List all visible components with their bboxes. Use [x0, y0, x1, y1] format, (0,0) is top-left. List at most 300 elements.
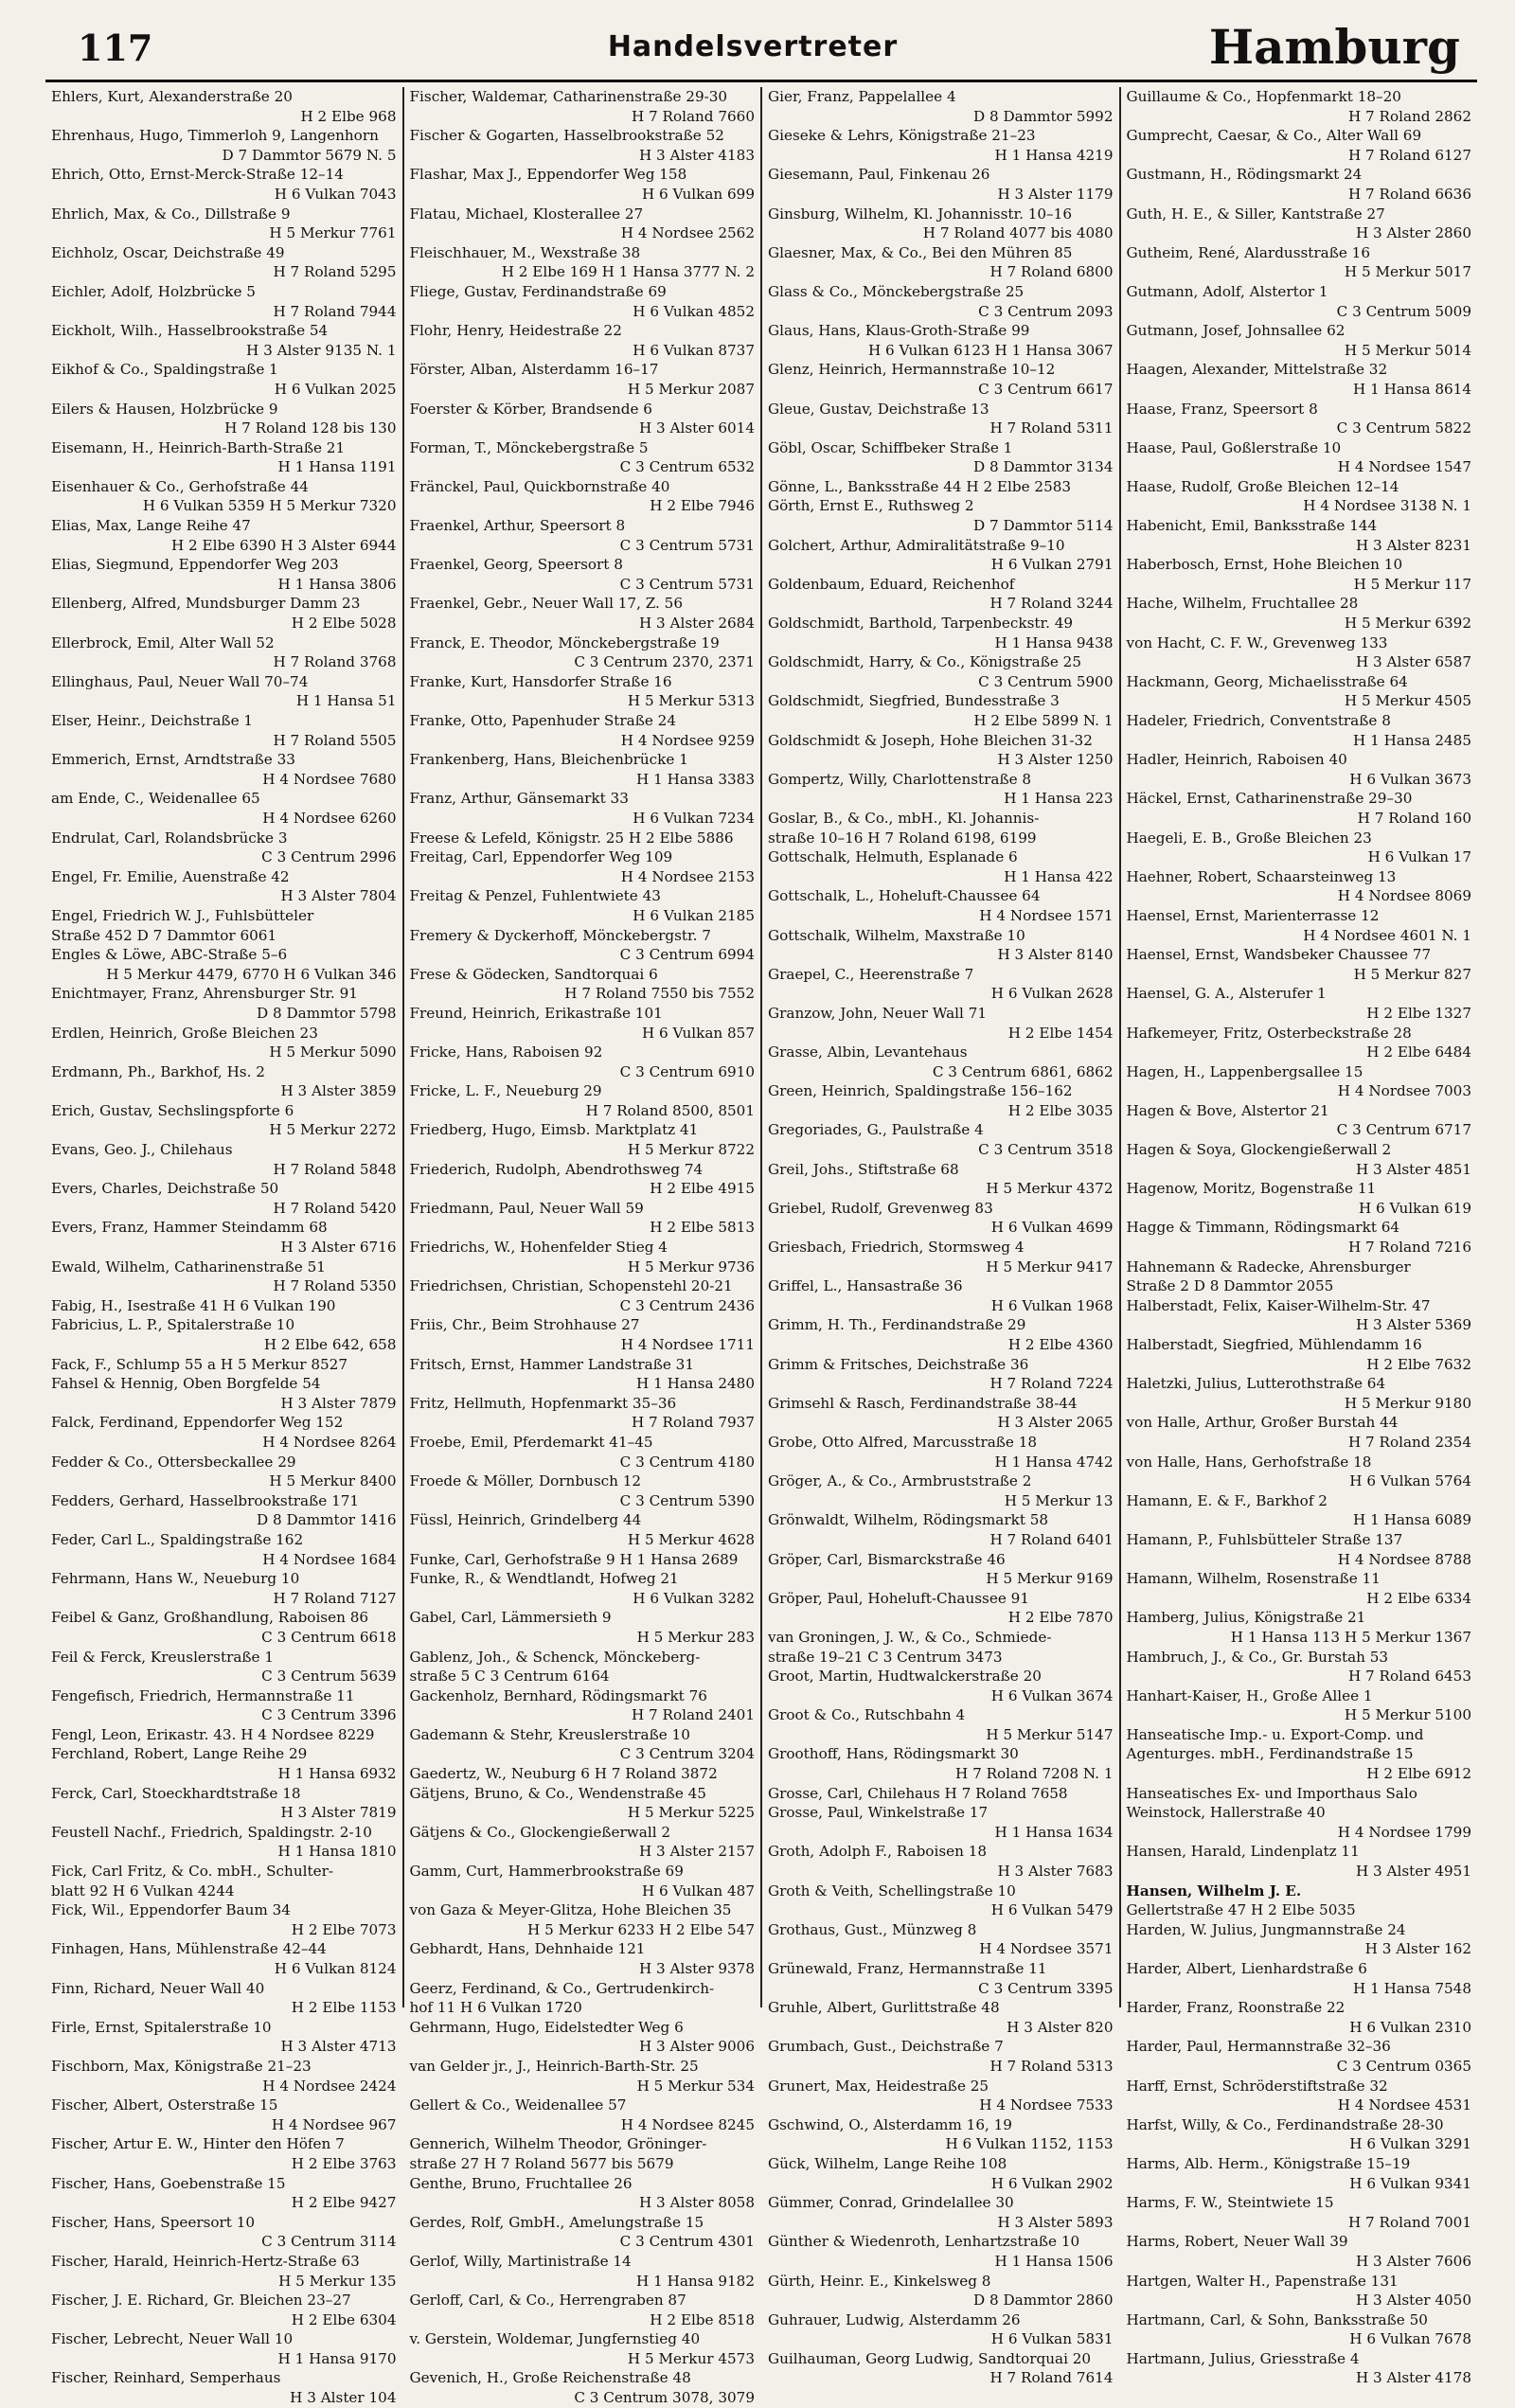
entry-line: Ehrich, Otto, Ernst-Merck-Straße 12–14	[51, 166, 344, 184]
entry-line: Firle, Ernst, Spitalerstraße 10	[51, 2018, 272, 2036]
entry-line: H 3 Alster 6716	[280, 1239, 397, 1257]
entry-line: D 8 Dammtor 2860	[972, 2292, 1114, 2310]
entry-line: Halberstadt, Felix, Kaiser-Wilhelm-Str. 47	[1126, 1296, 1431, 1314]
entry-line: Grimsehl & Rasch, Ferdinandstraße 38-44	[768, 1394, 1078, 1412]
entry-line: H 7 Roland 6800	[989, 263, 1114, 281]
entry-line: H 2 Elbe 7632	[1366, 1355, 1471, 1373]
entry-line: Friedrichsen, Christian, Schopenstehl 20-21	[409, 1277, 733, 1295]
entry-line: Hagen & Bove, Alstertor 21	[1126, 1101, 1329, 1119]
entry-line: Froede & Möller, Dornbusch 12	[409, 1472, 642, 1490]
entry-line: H 5 Merkur 5017	[1344, 263, 1471, 281]
entry-line: Eisenhauer & Co., Gerhofstraße 44	[51, 477, 309, 495]
entry-line: H 5 Merkur 5100	[1344, 1706, 1471, 1724]
entry-line: H 3 Alster 4851	[1355, 1160, 1471, 1178]
entry-line: Hansen, Wilhelm J. E.	[1126, 1882, 1302, 1900]
entry-line: H 7 Roland 6453	[1347, 1668, 1471, 1686]
entry-line: H 5 Merkur 283	[636, 1628, 755, 1646]
entry-line: C 3 Centrum 4180	[619, 1453, 755, 1471]
entry-line: H 7 Roland 160	[1357, 809, 1471, 827]
entry-line: C 3 Centrum 2996	[261, 848, 397, 866]
entry-line: H 6 Vulkan 2628	[990, 985, 1114, 1003]
entry-line: Freund, Heinrich, Erikastraße 101	[409, 1004, 663, 1022]
entry-line: Friedmann, Paul, Neuer Wall 59	[409, 1199, 644, 1217]
entry-line: Flatau, Michael, Klosterallee 27	[409, 205, 644, 223]
directory-column-2	[404, 87, 763, 2407]
entry-line: H 7 Roland 2401	[631, 1706, 755, 1724]
entry-line: H 4 Nordsee 1571	[979, 906, 1114, 924]
entry-line: Glenz, Heinrich, Hermannstraße 10–12	[768, 361, 1056, 379]
entry-line: Fedders, Gerhard, Hasselbrookstraße 171	[51, 1491, 360, 1509]
entry-line: H 6 Vulkan 7043	[274, 185, 397, 203]
entry-line: Franz, Arthur, Gänsemarkt 33	[409, 790, 629, 808]
entry-line: van Gelder jr., J., Heinrich-Barth-Str. 25	[409, 2057, 699, 2075]
entry-line: von Halle, Arthur, Großer Burstah 44	[1126, 1414, 1399, 1432]
entry-line: C 3 Centrum 4301	[619, 2233, 755, 2251]
entry-line: Hagenow, Moritz, Bogenstraße 11	[1126, 1180, 1377, 1198]
entry-line: Göbl, Oscar, Schiffbeker Straße 1	[768, 438, 1013, 456]
entry-line: Haberbosch, Ernst, Hohe Bleichen 10	[1126, 556, 1403, 574]
entry-line: H 2 Elbe 5813	[650, 1219, 755, 1237]
entry-line: Franke, Kurt, Hansdorfer Straße 16	[409, 672, 672, 690]
header-rule	[45, 80, 1477, 82]
entry-line: Freitag, Carl, Eppendorfer Weg 109	[409, 848, 673, 866]
entry-line: Gellertstraße 47 H 2 Elbe 5035	[1126, 1901, 1356, 1919]
entry-line: Gschwind, O., Alsterdamm 16, 19	[768, 2115, 1012, 2133]
page-title: Handelsvertreter	[607, 30, 899, 63]
entry-line: H 3 Alster 7683	[997, 1863, 1114, 1881]
entry-line: straße 10–16 H 7 Roland 6198, 6199	[768, 829, 1037, 847]
entry-line: H 2 Elbe 5899 N. 1	[973, 712, 1114, 729]
entry-line: H 6 Vulkan 2310	[1349, 2018, 1471, 2036]
entry-line: H 6 Vulkan 5479	[990, 1901, 1114, 1919]
entry-line: Genthe, Bruno, Fruchtallee 26	[409, 2174, 633, 2192]
entry-line: Gebhardt, Hans, Dehnhaide 121	[409, 1940, 646, 1958]
entry-line: D 8 Dammtor 5992	[972, 107, 1114, 125]
entry-line: Hadler, Heinrich, Raboisen 40	[1126, 751, 1347, 769]
entry-line: Friedberg, Hugo, Eimsb. Marktplatz 41	[409, 1121, 699, 1139]
entry-line: Fehrmann, Hans W., Neueburg 10	[51, 1570, 300, 1588]
entry-line: Hagen, H., Lappenbergsallee 15	[1126, 1062, 1364, 1080]
entry-line: Gröper, Carl, Bismarckstraße 46	[768, 1550, 1006, 1568]
entry-line: Ewald, Wilhelm, Catharinenstraße 51	[51, 1258, 326, 1275]
entry-line: Funke, R., & Wendtlandt, Hofweg 21	[409, 1570, 679, 1588]
entry-line: Eilers & Hausen, Holzbrücke 9	[51, 400, 278, 418]
entry-line: H 7 Roland 8500, 8501	[585, 1101, 755, 1119]
directory-column-1	[45, 87, 404, 2407]
entry-line: Fischer, Waldemar, Catharinenstraße 29-30	[409, 88, 728, 105]
entry-line: H 7 Roland 5311	[989, 419, 1114, 437]
entry-line: Ellerbrock, Emil, Alter Wall 52	[51, 633, 275, 651]
entry-line: Hagge & Timmann, Rödingsmarkt 64	[1126, 1219, 1400, 1237]
entry-line: H 6 Vulkan 2791	[990, 556, 1114, 574]
entry-line: Fischer, Reinhard, Semperhaus	[51, 2369, 281, 2387]
entry-line: H 4 Nordsee 1684	[262, 1550, 397, 1568]
entry-line: H 4 Nordsee 4601 N. 1	[1303, 926, 1471, 944]
entry-line: Haletzki, Julius, Lutterothstraße 64	[1126, 1375, 1386, 1393]
entry-line: H 4 Nordsee 4531	[1337, 2096, 1471, 2114]
entry-line: H 3 Alster 1179	[997, 185, 1114, 203]
entry-line: Gademann & Stehr, Kreuslerstraße 10	[409, 1725, 690, 1743]
entry-line: H 5 Merkur 9180	[1344, 1394, 1471, 1412]
city-title: Hamburg	[1208, 19, 1460, 75]
entry-line: H 1 Hansa 2485	[1353, 731, 1471, 749]
entry-line: Gürth, Heinr. E., Kinkelsweg 8	[768, 2272, 991, 2290]
entry-line: Endrulat, Carl, Rolandsbrücke 3	[51, 829, 288, 847]
entry-line: Gottschalk, Helmuth, Esplanade 6	[768, 848, 1018, 866]
entry-line: Grünewald, Franz, Hermannstraße 11	[768, 1960, 1047, 1977]
entry-line: Haegeli, E. B., Große Bleichen 23	[1126, 829, 1372, 847]
entry-line: H 5 Merkur 4573	[627, 2349, 755, 2367]
entry-line: H 6 Vulkan 619	[1358, 1199, 1471, 1217]
entry-line: H 6 Vulkan 17	[1367, 848, 1471, 866]
entry-line: Harms, F. W., Steintwiete 15	[1126, 2194, 1334, 2212]
entry-line: Guilhauman, Georg Ludwig, Sandtorquai 20	[768, 2349, 1092, 2367]
entry-line: Fabricius, L. P., Spitalerstraße 10	[51, 1316, 295, 1334]
entry-line: H 3 Alster 7804	[280, 887, 397, 905]
entry-line: Agenturges. mbH., Ferdinandstraße 15	[1126, 1745, 1414, 1763]
entry-line: H 5 Merkur 5147	[986, 1725, 1114, 1743]
entry-line: H 3 Alster 4713	[280, 2038, 397, 2056]
entry-line: Fricke, L. F., Neueburg 29	[409, 1082, 602, 1100]
entry-line: H 7 Roland 7127	[273, 1589, 397, 1607]
entry-line: H 5 Merkur 9417	[986, 1258, 1114, 1275]
entry-line: H 4 Nordsee 8069	[1337, 887, 1471, 905]
entry-line: C 3 Centrum 3078, 3079	[574, 2389, 755, 2407]
entry-line: Harfst, Willy, & Co., Ferdinandstraße 28-30	[1126, 2115, 1444, 2133]
entry-line: Haensel, G. A., Alsterufer 1	[1126, 985, 1327, 1003]
entry-line: H 4 Nordsee 1799	[1337, 1823, 1471, 1841]
entry-line: Gellert & Co., Weidenallee 57	[409, 2096, 627, 2114]
entry-line: C 3 Centrum 6618	[261, 1628, 397, 1646]
entry-line: H 3 Alster 5369	[1355, 1316, 1471, 1334]
entry-line: Straße 452 D 7 Dammtor 6061	[51, 926, 277, 944]
entry-line: Fack, F., Schlump 55 a H 5 Merkur 8527	[51, 1355, 348, 1373]
entry-line: H 7 Roland 5505	[273, 731, 397, 749]
entry-line: Gennerich, Wilhelm Theodor, Gröninger-	[409, 2135, 707, 2153]
entry-line: Gabel, Carl, Lämmersieth 9	[409, 1609, 612, 1627]
entry-line: H 5 Merkur 117	[1353, 575, 1471, 593]
entry-line: Grasse, Albin, Levantehaus	[768, 1043, 968, 1061]
entry-line: Haensel, Ernst, Wandsbeker Chaussee 77	[1126, 946, 1432, 964]
entry-line: H 3 Alster 4050	[1355, 2292, 1471, 2310]
entry-line: Fahsel & Hennig, Oben Borgfelde 54	[51, 1375, 321, 1393]
entry-line: H 6 Vulkan 5764	[1349, 1472, 1471, 1490]
entry-line: H 5 Merkur 8722	[627, 1141, 755, 1159]
entry-line: Habenicht, Emil, Banksstraße 144	[1126, 517, 1378, 535]
entry-line: straße 19–21 C 3 Centrum 3473	[768, 1648, 1003, 1666]
entry-line: D 7 Dammtor 5679 N. 5	[222, 146, 397, 164]
entry-line: H 3 Alster 8058	[638, 2194, 755, 2212]
entry-line: Eichler, Adolf, Holzbrücke 5	[51, 282, 256, 300]
entry-line: H 7 Roland 128 bis 130	[224, 419, 397, 437]
entry-line: D 8 Dammtor 5798	[256, 1004, 397, 1022]
entry-line: C 3 Centrum 6717	[1336, 1121, 1471, 1139]
entry-line: H 3 Alster 5893	[997, 2213, 1114, 2231]
entry-line: H 6 Vulkan 9341	[1349, 2174, 1471, 2192]
entry-line: Harder, Paul, Hermannstraße 32–36	[1126, 2038, 1391, 2056]
entry-line: H 4 Nordsee 8245	[620, 2115, 755, 2133]
entry-line: Griffel, L., Hansastraße 36	[768, 1277, 963, 1295]
entry-line: Feustell Nachf., Friedrich, Spaldingstr. 2-10	[51, 1823, 372, 1841]
entry-line: H 7 Roland 6636	[1347, 185, 1471, 203]
entry-line: Weinstock, Hallerstraße 40	[1126, 1804, 1326, 1822]
entry-line: Fleischhauer, M., Wexstraße 38	[409, 243, 641, 261]
entry-line: Grönwaldt, Wilhelm, Rödingsmarkt 58	[768, 1511, 1049, 1529]
entry-line: Fick, Carl Fritz, & Co. mbH., Schulter-	[51, 1863, 333, 1881]
entry-line: Halberstadt, Siegfried, Mühlendamm 16	[1126, 1336, 1422, 1353]
page-number: 117	[78, 27, 153, 69]
entry-line: H 3 Alster 8231	[1355, 536, 1471, 554]
entry-line: Grumbach, Gust., Deichstraße 7	[768, 2038, 1004, 2056]
entry-line: H 7 Roland 2862	[1347, 107, 1471, 125]
entry-line: Fritsch, Ernst, Hammer Landstraße 31	[409, 1355, 694, 1373]
entry-line: H 3 Alster 7606	[1355, 2252, 1471, 2270]
entry-line: C 3 Centrum 5822	[1336, 419, 1471, 437]
entry-line: C 3 Centrum 5731	[619, 536, 755, 554]
entry-line: Engel, Friedrich W. J., Fuhlsbütteler	[51, 906, 314, 924]
entry-line: H 1 Hansa 6932	[277, 1765, 397, 1783]
entry-line: H 5 Merkur 9169	[986, 1570, 1114, 1588]
entry-line: C 3 Centrum 3396	[261, 1706, 397, 1724]
entry-line: H 5 Merkur 5090	[269, 1043, 397, 1061]
entry-line: Harms, Robert, Neuer Wall 39	[1126, 2233, 1348, 2251]
entry-line: C 3 Centrum 5639	[261, 1668, 397, 1686]
entry-line: Fischer, Hans, Goebenstraße 15	[51, 2174, 286, 2192]
entry-line: D 7 Dammtor 5114	[972, 517, 1114, 535]
entry-line: Hamann, Wilhelm, Rosenstraße 11	[1126, 1570, 1381, 1588]
entry-line: H 4 Nordsee 967	[271, 2115, 397, 2133]
entry-line: C 3 Centrum 6994	[619, 946, 755, 964]
entry-line: Enichtmayer, Franz, Ahrensburger Str. 91	[51, 985, 358, 1003]
entry-line: Fischer, J. E. Richard, Gr. Bleichen 23–27	[51, 2292, 351, 2310]
entry-line: Fränckel, Paul, Quickbornstraße 40	[409, 477, 670, 495]
entry-line: H 4 Nordsee 2153	[620, 867, 755, 885]
entry-line: H 3 Alster 9135 N. 1	[246, 341, 397, 359]
entry-line: H 6 Vulkan 6123 H 1 Hansa 3067	[867, 341, 1114, 359]
entry-line: H 6 Vulkan 4699	[990, 1219, 1114, 1237]
entry-line: H 4 Nordsee 9259	[620, 731, 755, 749]
entry-line: Harder, Franz, Roonstraße 22	[1126, 1999, 1346, 2017]
entry-line: H 1 Hansa 1634	[994, 1823, 1114, 1841]
entry-line: Griesbach, Friedrich, Stormsweg 4	[768, 1239, 1025, 1257]
entry-line: Ehlers, Kurt, Alexanderstraße 20	[51, 88, 293, 105]
entry-line: Grobe, Otto Alfred, Marcusstraße 18	[768, 1433, 1038, 1451]
entry-line: H 2 Elbe 6390 H 3 Alster 6944	[170, 536, 397, 554]
entry-line: Gönne, L., Banksstraße 44 H 2 Elbe 2583	[768, 477, 1072, 495]
entry-line: H 7 Roland 6127	[1347, 146, 1471, 164]
entry-line: H 3 Alster 162	[1364, 1940, 1471, 1958]
entry-line: Eichholz, Oscar, Deichstraße 49	[51, 243, 285, 261]
entry-line: Erdlen, Heinrich, Große Bleichen 23	[51, 1024, 318, 1042]
entry-line: Hamann, E. & F., Barkhof 2	[1126, 1491, 1328, 1509]
entry-line: Haase, Paul, Goßlerstraße 10	[1126, 438, 1342, 456]
entry-line: Groot, Martin, Hudtwalckerstraße 20	[768, 1668, 1042, 1686]
entry-line: Freese & Lefeld, Königstr. 25 H 2 Elbe 5886	[409, 829, 734, 847]
entry-line: H 2 Elbe 6912	[1366, 1765, 1471, 1783]
entry-line: Graepel, C., Heerenstraße 7	[768, 965, 974, 983]
entry-line: H 3 Alster 2684	[638, 615, 755, 633]
entry-line: H 6 Vulkan 2025	[274, 380, 397, 398]
entry-line: H 4 Nordsee 7680	[262, 770, 397, 788]
entry-line: Gackenholz, Bernhard, Rödingsmarkt 76	[409, 1686, 707, 1704]
entry-line: Haagen, Alexander, Mittelstraße 32	[1126, 361, 1388, 379]
entry-line: Hambruch, J., & Co., Gr. Burstah 53	[1126, 1648, 1389, 1666]
entry-line: H 6 Vulkan 2185	[633, 906, 755, 924]
entry-line: C 3 Centrum 3395	[978, 1979, 1114, 1997]
entry-line: Goldschmidt, Siegfried, Bundesstraße 3	[768, 692, 1060, 710]
entry-line: D 8 Dammtor 1416	[256, 1511, 397, 1529]
entry-line: C 3 Centrum 6532	[619, 458, 755, 476]
entry-line: H 7 Roland 7550 bis 7552	[564, 985, 755, 1003]
entry-line: C 3 Centrum 3204	[619, 1745, 755, 1763]
entry-line: H 4 Nordsee 7533	[979, 2096, 1114, 2114]
entry-line: Groothoff, Hans, Rödingsmarkt 30	[768, 1745, 1019, 1763]
entry-line: H 6 Vulkan 857	[641, 1024, 755, 1042]
entry-line: Geerz, Ferdinand, & Co., Gertrudenkirch-	[409, 1979, 715, 1997]
entry-line: Friederich, Rudolph, Abendrothsweg 74	[409, 1160, 704, 1178]
entry-line: H 2 Elbe 642, 658	[263, 1336, 397, 1353]
entry-line: Grunert, Max, Heidestraße 25	[768, 2077, 989, 2095]
entry-line: H 2 Elbe 3035	[1007, 1101, 1114, 1119]
entry-line: H 5 Merkur 9736	[627, 1258, 755, 1275]
entry-line: H 6 Vulkan 3282	[633, 1589, 755, 1607]
entry-line: C 3 Centrum 6617	[978, 380, 1114, 398]
entry-line: blatt 92 H 6 Vulkan 4244	[51, 1882, 235, 1900]
entry-line: Gutmann, Adolf, Alstertor 1	[1126, 282, 1328, 300]
entry-line: Guillaume & Co., Hopfenmarkt 18–20	[1126, 88, 1401, 105]
entry-line: Evans, Geo. J., Chilehaus	[51, 1141, 233, 1159]
entry-line: Gumprecht, Caesar, & Co., Alter Wall 69	[1126, 127, 1422, 145]
entry-line: H 5 Merkur 135	[278, 2272, 397, 2290]
entry-line: Gottschalk, L., Hoheluft-Chaussee 64	[768, 887, 1041, 905]
entry-line: Glaesner, Max, & Co., Bei den Mühren 85	[768, 243, 1073, 261]
entry-line: H 3 Alster 6587	[1355, 653, 1471, 671]
entry-line: H 1 Hansa 6089	[1353, 1511, 1471, 1529]
entry-line: C 3 Centrum 5731	[619, 575, 755, 593]
entry-line: Fischer, Lebrecht, Neuer Wall 10	[51, 2330, 294, 2348]
entry-line: H 2 Elbe 3763	[291, 2154, 397, 2172]
entry-line: H 3 Alster 2157	[638, 1843, 755, 1861]
entry-line: H 7 Roland 7614	[989, 2369, 1114, 2387]
entry-line: Eickholt, Wilh., Hasselbrookstraße 54	[51, 322, 329, 340]
entry-line: H 7 Roland 5350	[273, 1277, 397, 1295]
entry-line: am Ende, C., Weidenallee 65	[51, 790, 260, 808]
entry-line: C 3 Centrum 5900	[978, 672, 1114, 690]
entry-line: van Groningen, J. W., & Co., Schmiede-	[768, 1628, 1052, 1646]
entry-line: Goldschmidt, Barthold, Tarpenbeckstr. 49	[768, 615, 1074, 633]
entry-line: C 3 Centrum 5390	[619, 1491, 755, 1509]
entry-line: H 1 Hansa 7548	[1353, 1979, 1471, 1997]
entry-line: Grothaus, Gust., Münzweg 8	[768, 1920, 977, 1938]
entry-line: Elias, Siegmund, Eppendorfer Weg 203	[51, 556, 339, 574]
entry-line: Hache, Wilhelm, Fruchtallee 28	[1126, 595, 1359, 613]
entry-line: Friis, Chr., Beim Strohhause 27	[409, 1316, 640, 1334]
entry-line: H 2 Elbe 7870	[1007, 1609, 1114, 1627]
entry-line: Harms, Alb. Herm., Königstraße 15–19	[1126, 2154, 1411, 2172]
entry-line: Haensel, Ernst, Marienterrasse 12	[1126, 906, 1380, 924]
entry-line: Fischborn, Max, Königstraße 21–23	[51, 2057, 312, 2075]
entry-line: H 2 Elbe 1327	[1366, 1004, 1471, 1022]
entry-line: Fedder & Co., Ottersbeckallee 29	[51, 1453, 296, 1471]
entry-line: H 1 Hansa 1506	[994, 2252, 1114, 2270]
entry-line: Hahnemann & Radecke, Ahrensburger	[1126, 1258, 1411, 1275]
entry-line: H 5 Merkur 6233 H 2 Elbe 547	[527, 1920, 755, 1938]
entry-line: H 5 Merkur 8400	[269, 1472, 397, 1490]
entry-line: H 5 Merkur 4372	[986, 1180, 1114, 1198]
entry-line: C 3 Centrum 2436	[619, 1296, 755, 1314]
entry-line: Evers, Charles, Deichstraße 50	[51, 1180, 279, 1198]
entry-line: Hackmann, Georg, Michaelisstraße 64	[1126, 672, 1408, 690]
entry-line: Ellinghaus, Paul, Neuer Wall 70–74	[51, 672, 309, 690]
entry-line: H 5 Merkur 2087	[627, 380, 755, 398]
entry-line: Grosse, Carl, Chilehaus H 7 Roland 7658	[768, 1784, 1068, 1802]
entry-line: H 1 Hansa 3383	[636, 770, 755, 788]
entry-line: Golchert, Arthur, Admiralitätstraße 9–10	[768, 536, 1065, 554]
entry-line: H 7 Roland 7001	[1347, 2213, 1471, 2231]
entry-line: Hagen & Soya, Glockengießerwall 2	[1126, 1141, 1392, 1159]
entry-line: von Hacht, C. F. W., Grevenweg 133	[1126, 633, 1388, 651]
entry-line: Grimm, H. Th., Ferdinandstraße 29	[768, 1316, 1026, 1334]
entry-line: H 6 Vulkan 699	[641, 185, 755, 203]
entry-line: H 5 Merkur 7761	[269, 224, 397, 242]
entry-line: H 2 Elbe 9427	[291, 2194, 397, 2212]
entry-line: H 4 Nordsee 1711	[620, 1336, 755, 1353]
entry-line: Hanhart-Kaiser, H., Große Allee 1	[1126, 1686, 1373, 1704]
entry-line: H 2 Elbe 8518	[650, 2310, 755, 2328]
entry-line: Franke, Otto, Papenhuder Straße 24	[409, 712, 676, 729]
entry-line: H 7 Roland 2354	[1347, 1433, 1471, 1451]
entry-line: Gompertz, Willy, Charlottenstraße 8	[768, 770, 1032, 788]
entry-line: Greil, Johs., Stiftstraße 68	[768, 1160, 959, 1178]
entry-line: Griebel, Rudolf, Grevenweg 83	[768, 1199, 993, 1217]
entry-line: Fricke, Hans, Raboisen 92	[409, 1043, 603, 1061]
entry-line: Gregoriades, G., Paulstraße 4	[768, 1121, 984, 1139]
entry-line: Gamm, Curt, Hammerbrookstraße 69	[409, 1863, 684, 1881]
entry-line: H 3 Alster 3859	[280, 1082, 397, 1100]
entry-line: H 5 Merkur 4479, 6770 H 6 Vulkan 346	[106, 965, 397, 983]
entry-line: Finn, Richard, Neuer Wall 40	[51, 1979, 265, 1997]
entry-line: Fliege, Gustav, Ferdinandstraße 69	[409, 282, 667, 300]
entry-line: H 3 Alster 2860	[1355, 224, 1471, 242]
entry-line: Gustmann, H., Rödingsmarkt 24	[1126, 166, 1363, 184]
entry-line: C 3 Centrum 3518	[978, 1141, 1114, 1159]
entry-line: H 7 Roland 7937	[631, 1414, 755, 1432]
entry-line: Grosse, Paul, Winkelstraße 17	[768, 1804, 989, 1822]
entry-line: H 5 Merkur 6392	[1344, 615, 1471, 633]
entry-line: Gier, Franz, Pappelallee 4	[768, 88, 956, 105]
entry-line: H 6 Vulkan 5831	[990, 2330, 1114, 2348]
entry-line: Hansen, Harald, Lindenplatz 11	[1126, 1843, 1360, 1861]
entry-line: Gieseke & Lehrs, Königstraße 21–23	[768, 127, 1036, 145]
entry-line: H 4 Nordsee 8788	[1337, 1550, 1471, 1568]
entry-line: H 3 Alster 104	[290, 2389, 397, 2407]
entry-line: Fraenkel, Gebr., Neuer Wall 17, Z. 56	[409, 595, 684, 613]
entry-line: H 5 Merkur 4628	[627, 1530, 755, 1548]
entry-line: Fengefisch, Friedrich, Hermannstraße 11	[51, 1686, 355, 1704]
entry-line: Froebe, Emil, Pferdemarkt 41–45	[409, 1433, 653, 1451]
entry-line: Gätjens & Co., Glockengießerwall 2	[409, 1823, 671, 1841]
entry-line: H 3 Alster 9378	[638, 1960, 755, 1977]
entry-line: Harff, Ernst, Schröderstiftstraße 32	[1126, 2077, 1388, 2095]
entry-line: Giesemann, Paul, Finkenau 26	[768, 166, 990, 184]
entry-line: H 7 Roland 5420	[273, 1199, 397, 1217]
entry-line: Goldenbaum, Eduard, Reichenhof	[768, 575, 1015, 593]
entry-line: H 2 Elbe 1454	[1007, 1024, 1114, 1042]
entry-line: Eikhof & Co., Spaldingstraße 1	[51, 361, 278, 379]
entry-line: Frankenberg, Hans, Bleichenbrücke 1	[409, 751, 688, 769]
entry-line: hof 11 H 6 Vulkan 1720	[409, 1999, 582, 2017]
entry-line: C 3 Centrum 5009	[1336, 302, 1471, 320]
